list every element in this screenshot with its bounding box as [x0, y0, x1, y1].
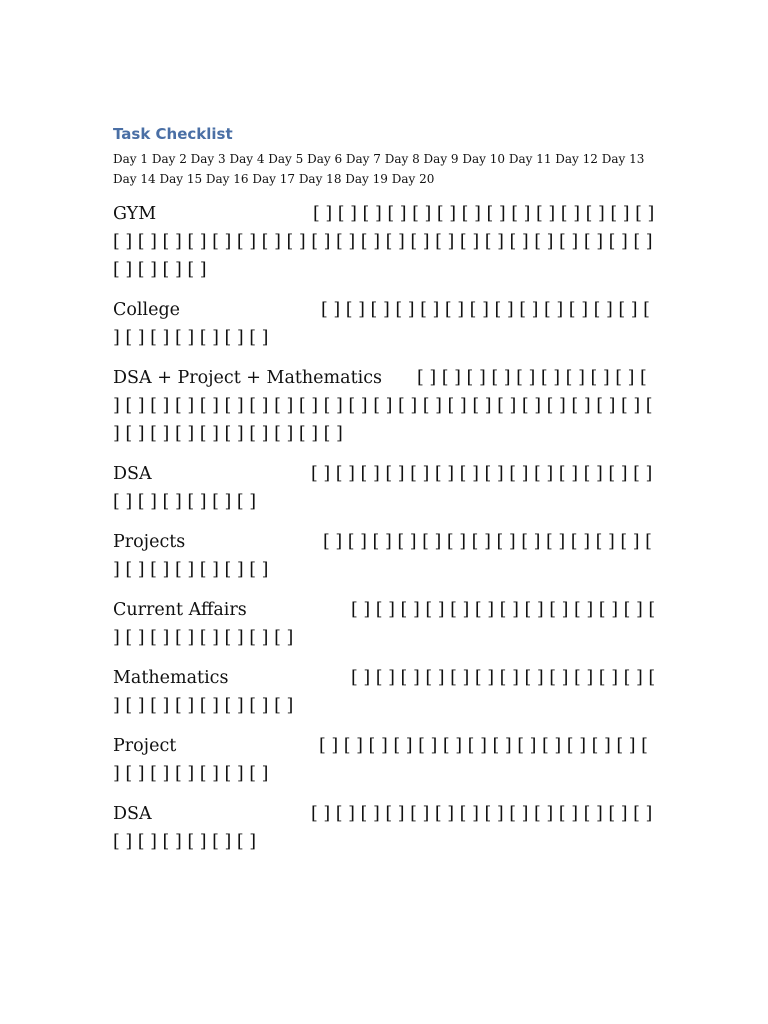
task-name: Current Affairs — [113, 600, 247, 620]
task-checkboxes: [ ] [ ] [ ] [ ] [ ] [ ] [ ] [ ] [ ] [ ] [ ] [ ] [ ] [ ] [ ] [ ] [ ] [ ] [ ] [ ] — [113, 600, 656, 648]
task-checkboxes: [ ] [ ] [ ] [ ] [ ] [ ] [ ] [ ] [ ] [ ] [ ] [ ] [ ] [ ] [ ] [ ] [ ] [ ] [ ] [ ] — [113, 804, 653, 852]
task-name: DSA — [113, 464, 152, 484]
task-checkboxes: [ ] [ ] [ ] [ ] [ ] [ ] [ ] [ ] [ ] [ ] [ ] [ ] [ ] [ ] [ ] [ ] [ ] [ ] [ ] [ ] — [113, 464, 653, 512]
task-checkboxes: [ ] [ ] [ ] [ ] [ ] [ ] [ ] [ ] [ ] [ ] [ ] [ ] [ ] [ ] [ ] [ ] [ ] [ ] [ ] [ ] — [113, 532, 652, 580]
task-checkboxes: [ ] [ ] [ ] [ ] [ ] [ ] [ ] [ ] [ ] [ ] [ ] [ ] [ ] [ ] [ ] [ ] [ ] [ ] [ ] [ ] — [113, 668, 656, 716]
task-row-dsa-project-mathematics — [113, 364, 658, 448]
task-checkboxes: [ ] [ ] [ ] [ ] [ ] [ ] [ ] [ ] [ ] [ ] [ ] [ ] [ ] [ ] [ ] [ ] [ ] [ ] [ ] [ ] [ ] [ ] [ ] [ ] [ ] [ ] [ ] [ ] [ ] [ ] [ ] [ ] [ ] [ ] [ ] [ ] [ ] [ ] [ ] [ ] [ ] — [113, 368, 653, 444]
task-name: Mathematics — [113, 668, 229, 688]
task-name: GYM — [113, 204, 157, 224]
task-name: Projects — [113, 532, 186, 552]
day-header: Day 1 Day 2 Day 3 Day 4 Day 5 Day 6 Day 7 Day 8 Day 9 Day 10 Day 11 Day 12 Day 13 Day 14 Day 15 Day 16 Day 17 Day 18 Day 19 Day 20 — [113, 152, 645, 186]
task-row-dsa — [113, 460, 658, 516]
document-title: Task Checklist — [113, 125, 233, 143]
task-row-gym — [113, 200, 658, 284]
task-row-college — [113, 296, 658, 352]
task-list — [113, 200, 658, 868]
task-row-dsa-2 — [113, 800, 658, 856]
task-name: DSA — [113, 804, 152, 824]
task-name: College — [113, 300, 181, 320]
task-checkboxes: [ ] [ ] [ ] [ ] [ ] [ ] [ ] [ ] [ ] [ ] [ ] [ ] [ ] [ ] [ ] [ ] [ ] [ ] [ ] [ ] [ ] [ ] [ ] [ ] [ ] [ ] [ ] [ ] [ ] [ ] [ ] [ ] [ ] [ ] [ ] [ ] [ ] [ ] [ ] [ ] — [113, 204, 655, 280]
task-row-projects — [113, 528, 658, 584]
task-row-current-affairs — [113, 596, 658, 652]
task-name: DSA + Project + Mathematics — [113, 368, 382, 388]
task-row-mathematics — [113, 664, 658, 720]
task-name: Project — [113, 736, 177, 756]
task-checkboxes: [ ] [ ] [ ] [ ] [ ] [ ] [ ] [ ] [ ] [ ] [ ] [ ] [ ] [ ] [ ] [ ] [ ] [ ] [ ] [ ] — [113, 736, 648, 784]
task-row-project — [113, 732, 658, 788]
task-checkboxes: [ ] [ ] [ ] [ ] [ ] [ ] [ ] [ ] [ ] [ ] [ ] [ ] [ ] [ ] [ ] [ ] [ ] [ ] [ ] [ ] — [113, 300, 650, 348]
